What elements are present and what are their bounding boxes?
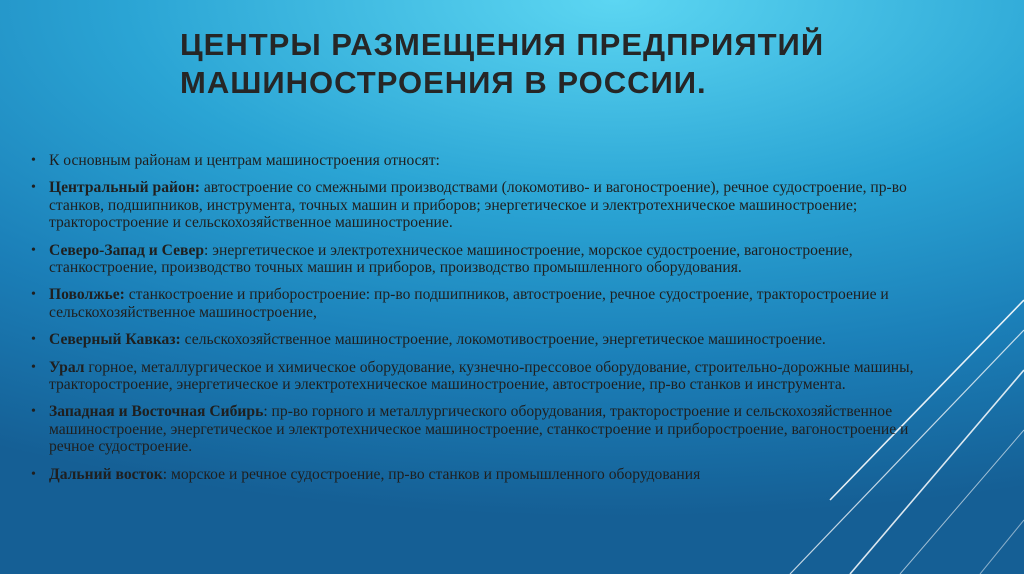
list-item [30, 331, 930, 348]
item-heading: Западная и Восточная Сибирь [49, 403, 264, 421]
bullet-icon: • [31, 153, 36, 168]
item-text: К основным районам и центрам машиностроения относят: [49, 152, 440, 169]
item-heading: Северо-Запад и Север [49, 241, 205, 259]
item-text: автостроение со смежными производствами (локомотиво- и вагоностроение), речное судостроение, пр-во станков, подшипников, инструмента, точных машин и приборов; энергетическое и электротехническое машиностроение; тракторостроение и сельскохозяйственное машиностроение. [49, 179, 907, 232]
list-item [30, 403, 930, 455]
title-line-2: МАШИНОСТРОЕНИЯ В РОССИИ. [180, 65, 707, 100]
list-item [30, 179, 930, 231]
item-heading: Северный Кавказ: [49, 331, 181, 349]
item-text: горное, металлургическое и химическое оборудование, кузнечно-прессовое оборудование, строительно-дорожные машины, тракторостроение, энергетическое и электротехническое машиностроение, автостроение, пр-во станков и инструмента. [49, 358, 914, 394]
bullet-icon: • [31, 332, 36, 348]
page-title [180, 26, 880, 102]
bullet-icon: • [31, 466, 36, 482]
item-heading: Поволжье: [49, 286, 125, 304]
item-text: : энергетическое и электротехническое машиностроение, морское судостроение, вагоностроение, станкостроение, производство точных машин и приборов, производство промышленного оборудования. [49, 241, 853, 277]
bullet-icon: • [31, 359, 36, 375]
list-item [30, 466, 930, 483]
list-item [30, 152, 930, 169]
item-heading: Дальний восток [49, 465, 163, 483]
list-item [30, 286, 930, 321]
item-heading: Урал [49, 358, 85, 376]
item-text: : морское и речное судостроение, пр-во станков и промышленного оборудования [162, 465, 701, 483]
bullet-icon: • [31, 242, 36, 258]
item-text: станкостроение и приборостроение: пр-во подшипников, автостроение, речное судостроение, тракторостроение и сельскохозяйственное машиностроение, [49, 286, 889, 321]
item-text: : пр-во горного и металлургического оборудования, тракторостроение и сельскохозяйственное машиностроение, энергетическое и электротехническое машиностроение, станкостроение и приборостроение, вагоностроение и речное судостроение. [49, 403, 909, 456]
item-text: сельскохозяйственное машиностроение, локомотивостроение, энергетическое машиностроение. [180, 331, 826, 349]
bullet-icon: • [31, 404, 36, 420]
list-item [30, 242, 930, 277]
item-heading: Центральный район: [49, 179, 200, 197]
bullet-icon: • [31, 287, 36, 303]
bullet-list [30, 152, 930, 493]
bullet-icon: • [31, 180, 36, 196]
list-item [30, 359, 930, 394]
title-line-1: ЦЕНТРЫ РАЗМЕЩЕНИЯ ПРЕДПРИЯТИЙ [180, 27, 825, 62]
